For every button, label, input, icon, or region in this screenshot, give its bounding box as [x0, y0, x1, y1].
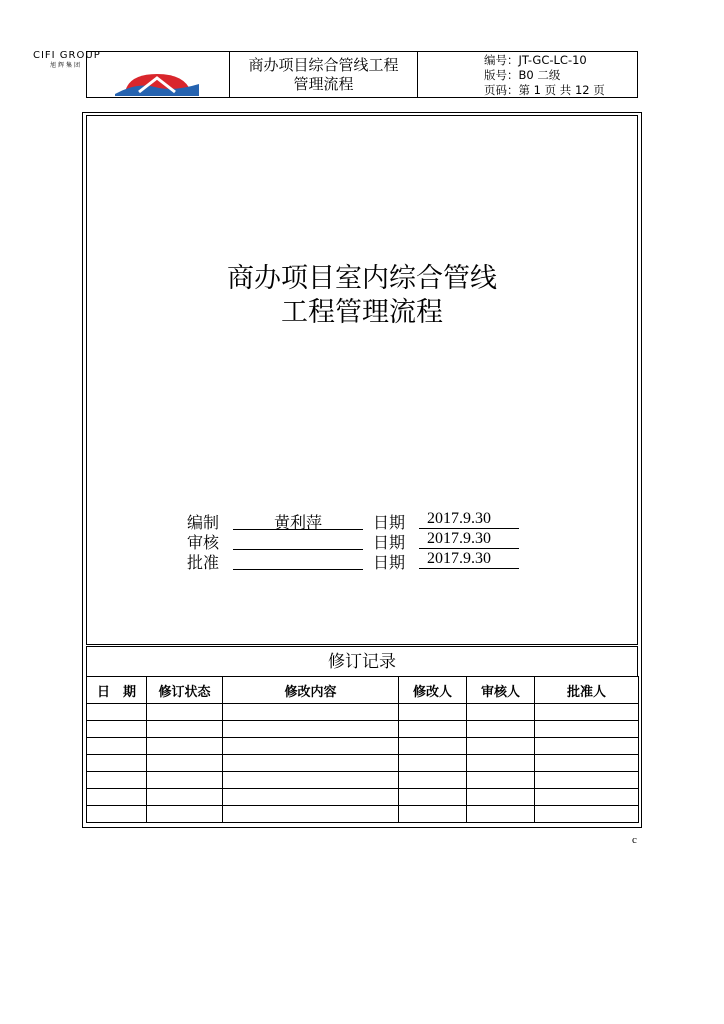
table-cell	[535, 721, 639, 738]
table-cell	[223, 772, 399, 789]
table-row	[87, 738, 639, 755]
signoff-date-label: 日期	[373, 513, 406, 532]
revision-body	[87, 704, 639, 823]
table-cell	[223, 738, 399, 755]
cifi-logo-icon	[87, 52, 229, 98]
header-title-line2: 管理流程	[293, 75, 354, 93]
table-cell	[147, 738, 223, 755]
table-cell	[399, 772, 467, 789]
table-row	[87, 789, 639, 806]
cover-title-line2: 工程管理流程	[281, 297, 443, 328]
table-cell	[147, 755, 223, 772]
document-header	[86, 51, 638, 98]
revision-header-row	[87, 677, 639, 704]
signoff-date-label: 日期	[373, 533, 406, 552]
table-cell	[399, 806, 467, 823]
table-cell	[223, 721, 399, 738]
column-header: 日 期	[87, 677, 147, 704]
table-cell	[87, 772, 147, 789]
table-cell	[87, 806, 147, 823]
table-row	[87, 772, 639, 789]
table-cell	[467, 789, 535, 806]
table-cell	[535, 772, 639, 789]
table-cell	[467, 704, 535, 721]
column-header: 修改内容	[223, 677, 399, 704]
doc-code: 编号：JT-GC-LC-10	[484, 53, 587, 67]
signoff-date: 2017.9.30	[419, 510, 519, 529]
table-cell	[399, 755, 467, 772]
table-cell	[535, 789, 639, 806]
table-cell	[467, 755, 535, 772]
signoff-label: 编制	[187, 513, 220, 532]
table-cell	[147, 806, 223, 823]
signoff-label: 审核	[187, 533, 220, 552]
table-cell	[87, 704, 147, 721]
signoff-label: 批准	[187, 553, 220, 572]
header-meta	[417, 52, 638, 98]
column-header: 修订状态	[147, 677, 223, 704]
signoff-name: 黄利萍	[233, 510, 363, 530]
column-header: 审核人	[467, 677, 535, 704]
column-header: 修改人	[399, 677, 467, 704]
table-row	[87, 806, 639, 823]
table-cell	[535, 806, 639, 823]
logo-subtitle: 旭辉集团	[50, 62, 83, 69]
table-cell	[535, 704, 639, 721]
signoff-date-label: 日期	[373, 553, 406, 572]
logo-name: CIFI GROUP	[33, 50, 101, 61]
doc-page: 页码：第 1 页 共 12 页	[484, 83, 605, 97]
logo-cell	[87, 52, 229, 98]
header-title-line1: 商办项目综合管线工程	[248, 56, 399, 74]
column-header: 批准人	[535, 677, 639, 704]
table-cell	[147, 721, 223, 738]
table-cell	[223, 704, 399, 721]
signoff-name	[233, 530, 363, 550]
table-cell	[535, 755, 639, 772]
table-row	[87, 721, 639, 738]
table-cell	[87, 721, 147, 738]
header-title	[229, 52, 417, 98]
signoff-date: 2017.9.30	[419, 530, 519, 549]
table-cell	[87, 789, 147, 806]
table-cell	[467, 721, 535, 738]
table-cell	[147, 772, 223, 789]
signoff-date: 2017.9.30	[419, 550, 519, 569]
table-cell	[399, 721, 467, 738]
page-corner-mark: c	[632, 834, 637, 846]
table-cell	[535, 738, 639, 755]
doc-version: 版号：B0 二级	[484, 68, 561, 82]
table-cell	[399, 738, 467, 755]
signoff-name	[233, 550, 363, 570]
cover-title	[0, 262, 724, 330]
table-cell	[399, 704, 467, 721]
table-cell	[467, 806, 535, 823]
table-cell	[87, 738, 147, 755]
cover-title-line1: 商办项目室内综合管线	[227, 263, 497, 294]
table-cell	[223, 755, 399, 772]
table-cell	[147, 789, 223, 806]
table-cell	[87, 755, 147, 772]
table-cell	[223, 789, 399, 806]
table-cell	[467, 772, 535, 789]
table-row	[87, 755, 639, 772]
revision-title: 修订记录	[86, 646, 638, 676]
table-cell	[147, 704, 223, 721]
table-cell	[223, 806, 399, 823]
table-cell	[467, 738, 535, 755]
table-cell	[399, 789, 467, 806]
table-row	[87, 704, 639, 721]
revision-table	[86, 676, 639, 823]
